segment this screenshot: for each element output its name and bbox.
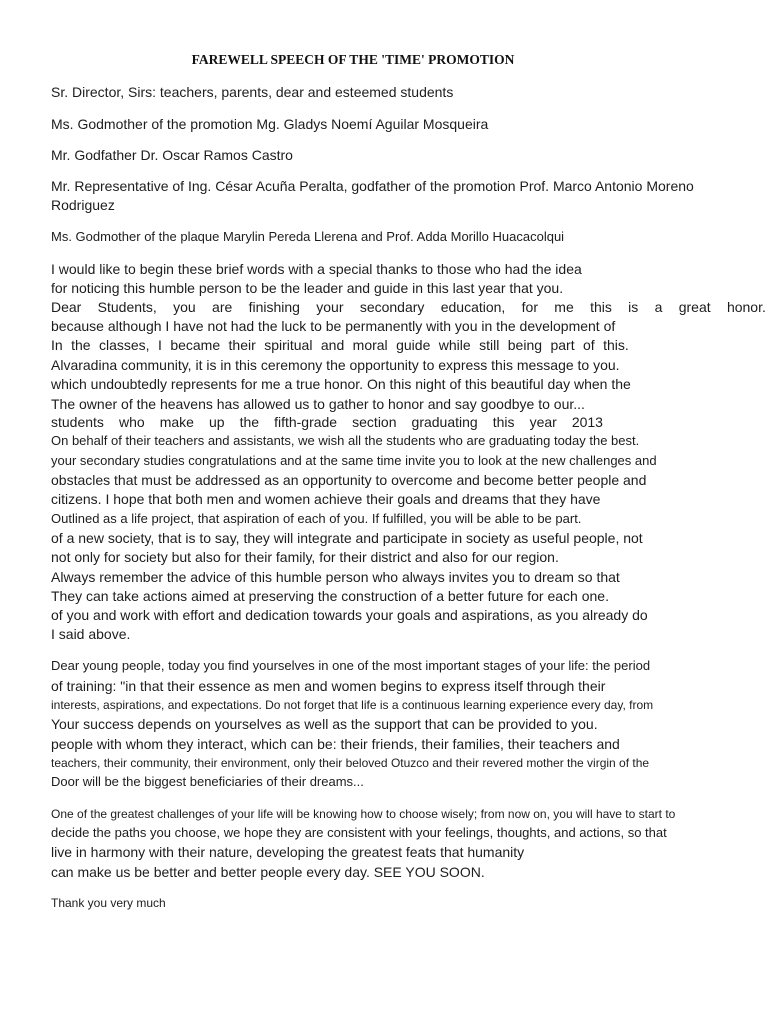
body-line: of training: "in that their essence as men and women begins to express itself through their <box>51 678 606 694</box>
body-line: interests, aspirations, and expectations. Do not forget that life is a continuous learning experience every day, from <box>51 698 654 712</box>
body-line-justified <box>51 337 629 353</box>
word: up <box>208 414 225 430</box>
word: section <box>352 414 397 430</box>
word: became <box>170 337 221 353</box>
word: part <box>550 337 575 353</box>
salutation-line: Ms. Godmother of the plaque Marylin Pereda Llerena and Prof. Adda Morillo Huacacolqui <box>51 229 565 244</box>
body-line: Door will be the biggest beneficiaries of their dreams... <box>51 774 364 789</box>
word: still <box>479 337 500 353</box>
body-line: can make us be better and better people every day. SEE YOU SOON. <box>51 864 485 880</box>
salutation-line: Rodriguez <box>51 197 115 213</box>
word: while <box>438 337 471 353</box>
body-line-justified <box>51 414 603 430</box>
body-line: citizens. I hope that both men and women achieve their goals and dreams that they have <box>51 491 601 507</box>
word: students <box>51 414 104 430</box>
body-line: of a new society, that is to say, they will integrate and participate in society as useful people, not <box>51 530 643 546</box>
word: the <box>239 414 260 430</box>
word: and <box>320 337 345 353</box>
word: guide <box>396 337 431 353</box>
word: their <box>228 337 256 353</box>
body-line: because although I have not had the luck to be permanently with you in the development of <box>51 318 616 334</box>
word: Dear <box>51 299 82 315</box>
closing-line: Thank you very much <box>51 896 166 910</box>
word: a <box>654 299 663 315</box>
word: classes, <box>99 337 150 353</box>
salutation-line: Sr. Director, Sirs: teachers, parents, dear and esteemed students <box>51 84 454 100</box>
body-line: teachers, their community, their environment, only their beloved Otuzco and their revered mother the virgin of the <box>51 756 650 770</box>
body-line: I would like to begin these brief words with a special thanks to those who had the idea <box>51 261 582 277</box>
word: education, <box>440 299 506 315</box>
body-line: The owner of the heavens has allowed us to gather to honor and say goodbye to our... <box>51 396 585 412</box>
word: honor. <box>726 299 766 315</box>
word: fifth-grade <box>274 414 338 430</box>
body-line: Always remember the advice of this humble person who always invites you to dream so that <box>51 569 620 585</box>
body-line: Dear young people, today you find yourselves in one of the most important stages of your life: the period <box>51 658 651 673</box>
word: year <box>529 414 557 430</box>
body-line: of you and work with effort and dedication towards your goals and aspirations, as you already do <box>51 607 648 623</box>
word: I <box>158 337 162 353</box>
word: spiritual <box>264 337 313 353</box>
body-line: decide the paths you choose, we hope they are consistent with your feelings, thoughts, and actions, so that <box>51 825 667 840</box>
word: for <box>521 299 538 315</box>
body-line: Outlined as a life project, that aspiration of each of you. If fulfilled, you will be able to be part. <box>51 511 582 526</box>
salutation-line: Ms. Godmother of the promotion Mg. Gladys Noemí Aguilar Mosqueira <box>51 116 489 132</box>
word: is <box>628 299 639 315</box>
body-line-justified <box>51 299 766 315</box>
word: In <box>51 337 63 353</box>
word: of <box>583 337 595 353</box>
body-line: not only for society but also for their family, for their district and also for our region. <box>51 549 559 565</box>
body-line: your secondary studies congratulations and at the same time invite you to look at the new challenges and <box>51 453 657 468</box>
word: secondary <box>359 299 425 315</box>
word: being <box>507 337 543 353</box>
body-line: Your success depends on yourselves as well as the support that can be provided to you. <box>51 716 598 732</box>
word: graduating <box>411 414 478 430</box>
body-line: I said above. <box>51 626 131 642</box>
body-line: for noticing this humble person to be the leader and guide in this last year that you. <box>51 280 564 296</box>
salutation-line: Mr. Godfather Dr. Oscar Ramos Castro <box>51 147 293 163</box>
word: me <box>554 299 574 315</box>
word: this. <box>603 337 629 353</box>
word: moral <box>352 337 388 353</box>
salutation-line: Mr. Representative of Ing. César Acuña Peralta, godfather of the promotion Prof. Marco Antonio Moreno <box>51 178 694 194</box>
word: Students, <box>97 299 157 315</box>
word: are <box>212 299 233 315</box>
body-line: They can take actions aimed at preserving the construction of a better future for each one. <box>51 588 609 604</box>
word: who <box>118 414 145 430</box>
body-line: Alvaradina community, it is in this ceremony the opportunity to express this message to you. <box>51 357 620 373</box>
body-line: On behalf of their teachers and assistants, we wish all the students who are graduating today the best. <box>51 433 640 448</box>
word: finishing <box>248 299 300 315</box>
word: 2013 <box>571 414 603 430</box>
word: make <box>159 414 194 430</box>
word: this <box>492 414 515 430</box>
body-line: which undoubtedly represents for me a true honor. On this night of this beautiful day when the <box>51 376 631 392</box>
word: great <box>678 299 711 315</box>
body-line: One of the greatest challenges of your life will be knowing how to choose wisely; from now on, you will have to start to <box>51 807 676 821</box>
word: the <box>71 337 91 353</box>
word: your <box>316 299 344 315</box>
body-line: people with whom they interact, which can be: their friends, their families, their teachers and <box>51 736 620 752</box>
body-line: live in harmony with their nature, developing the greatest feats that humanity <box>51 844 525 860</box>
speech-title: FAREWELL SPEECH OF THE 'TIME' PROMOTION <box>191 52 515 67</box>
word: you <box>173 299 196 315</box>
body-line: obstacles that must be addressed as an opportunity to overcome and become better people and <box>51 472 647 488</box>
word: this <box>590 299 612 315</box>
